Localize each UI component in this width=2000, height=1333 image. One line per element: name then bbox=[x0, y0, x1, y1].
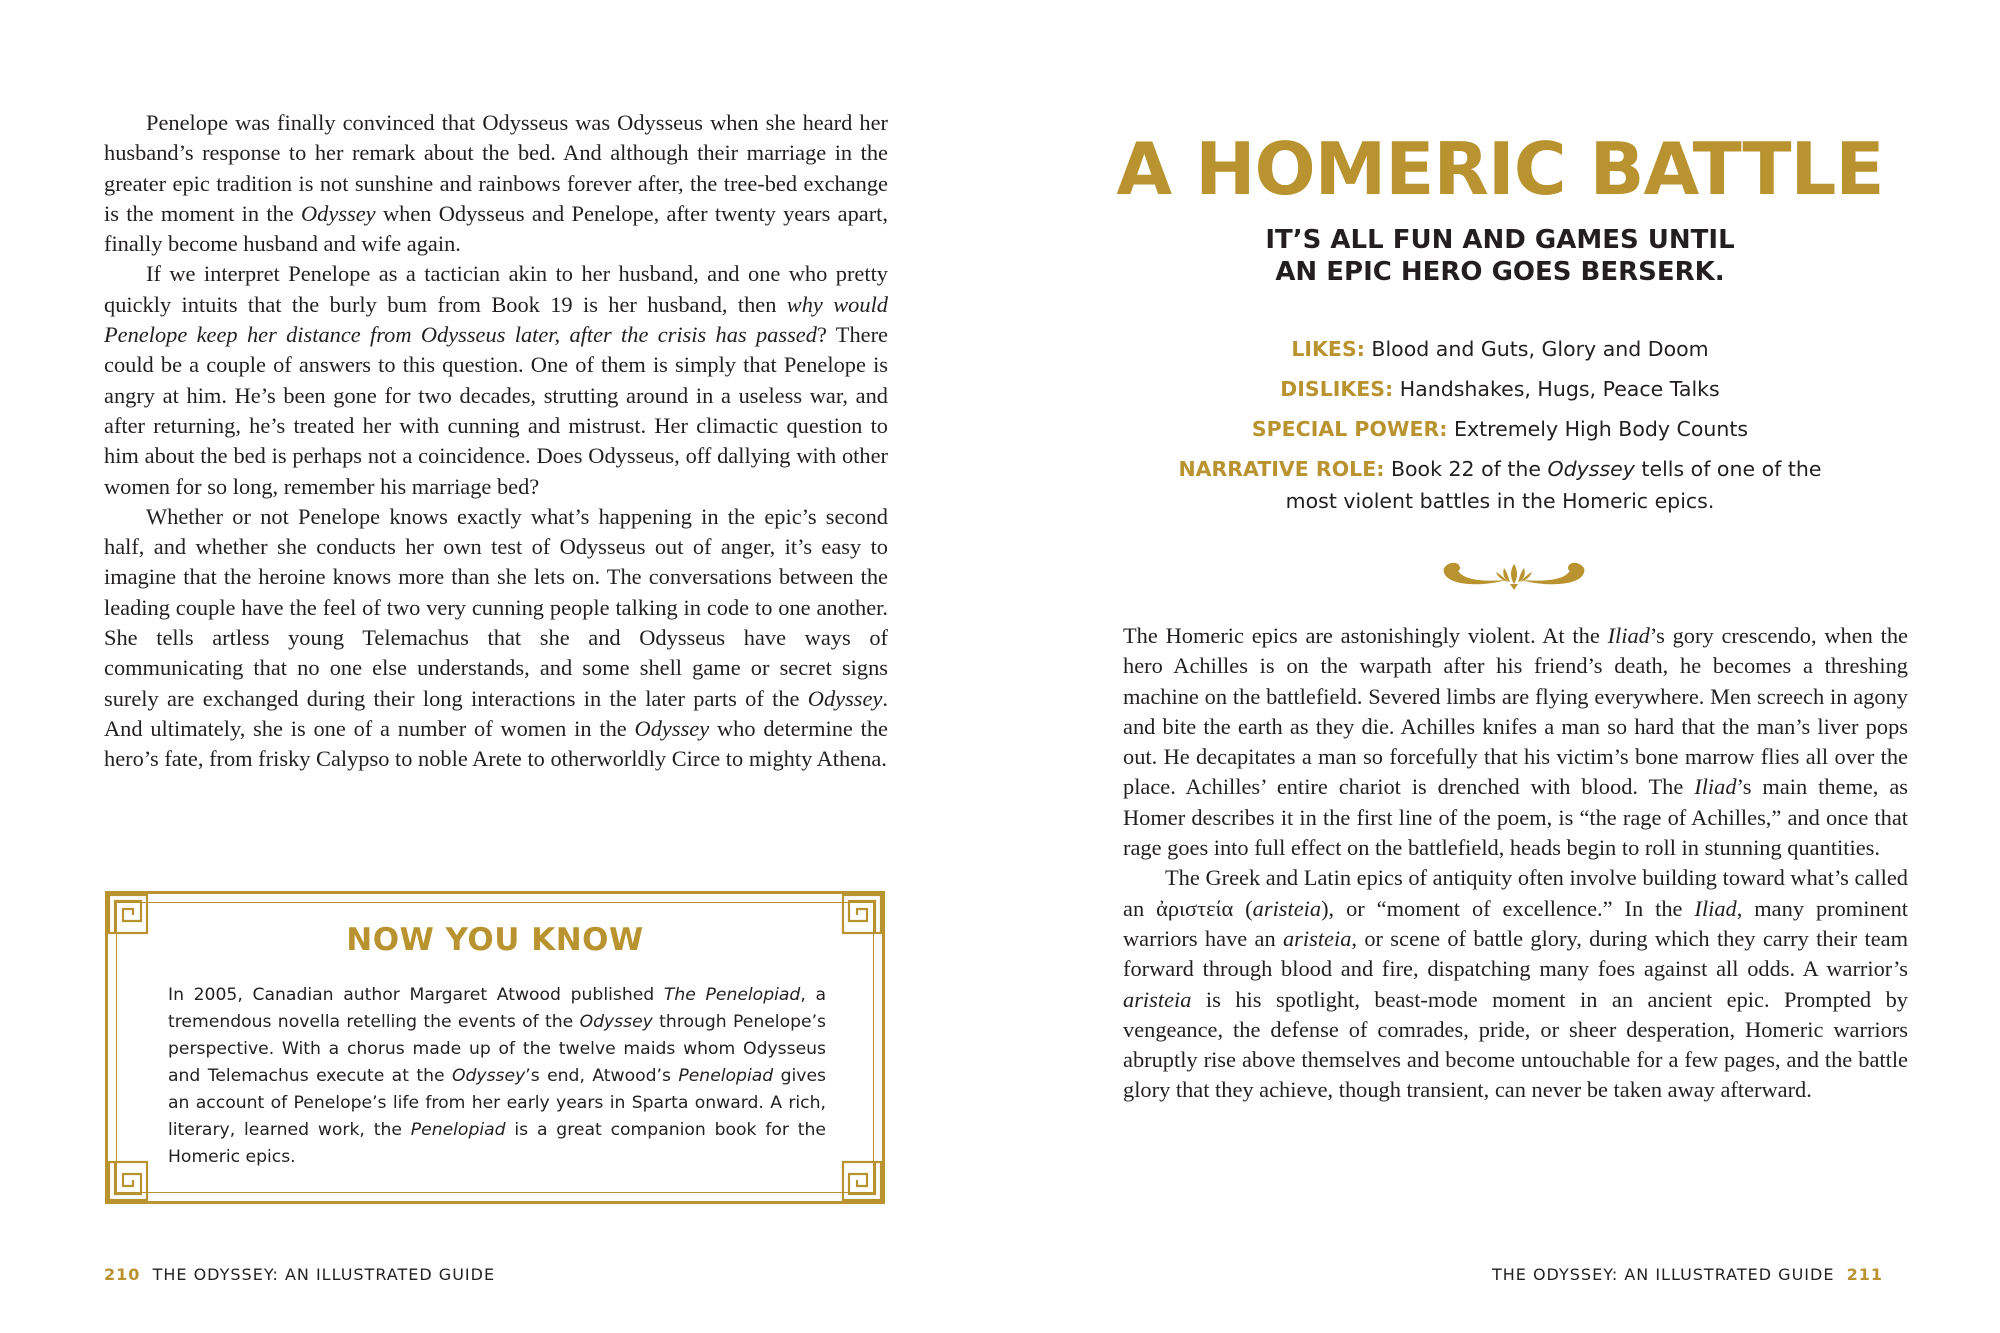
left-paragraph-3: Whether or not Penelope knows exactly what’s happening in the epic’s second half, and whether she conducts her own test of Odysseus out of anger, it’s easy to imagine that the heroine knows more than she lets on. The conversations between the leading couple have the feel of two very cunning people talking in code to one another. She tells artless young Telemachus that she and Odysseus have ways of communicating that no one else understands, and some shell game or secret signs surely are exchanged during their long interactions in the later parts of the Odyssey. And ultimately, she is one of a number of women in the Odyssey who determine the hero’s fate, from frisky Calypso to noble Arete to otherworldly Circe to mighty Athena. bbox=[104, 503, 888, 772]
callout-body: In 2005, Canadian author Margaret Atwood published The Penelopiad, a tremendous novella retelling the events of the Odyssey through Penelope’s perspective. With a chorus made up of the twelve maids whom Odysseus and Telemachus execute at the Odyssey’s end, Atwood’s Penelopiad gives an account of Penelope’s life from her early years in Sparta onward. A rich, literary, learned work, the Penelopiad is a great companion book for the Homeric epics. bbox=[168, 985, 826, 1167]
left-paragraph-2: If we interpret Penelope as a tactician akin to her husband, and one who pretty quickly intuits that the burly bum from Book 19 is her husband, then why would Penelope keep her distance from Odysseus later, after the crisis has passed? There could be a couple of answers to this question. One of them is simply that Penelope is angry at him. He’s been gone for two decades, strutting around in a useless war, and after returning, he’s treated her with cunning and mistrust. Her climactic question to him about the bed is perhaps not a coincidence. Does Odysseus, off dallying with other women for so long, remember his marriage bed? bbox=[104, 261, 888, 499]
now-you-know-callout bbox=[105, 891, 885, 1204]
left-footer bbox=[104, 1265, 495, 1284]
page-number: 210 bbox=[104, 1265, 141, 1284]
left-body-text bbox=[104, 108, 888, 775]
running-head: THE ODYSSEY: AN ILLUSTRATED GUIDE bbox=[1491, 1265, 1835, 1284]
greek-key-corner-icon bbox=[105, 1158, 151, 1204]
trait-likes: LIKES: Blood and Guts, Glory and Doom bbox=[1291, 337, 1709, 361]
right-body-text bbox=[1123, 621, 1908, 1106]
chapter-subtitle: IT’S ALL FUN AND GAMES UNTIL AN EPIC HERO GOES BERSERK. bbox=[1265, 225, 1735, 287]
left-paragraph-1: Penelope was finally convinced that Odysseus was Odysseus when she heard her husband’s response to her remark about the bed. And although their marriage in the greater epic tradition is not sunshine and rainbows forever after, the tree-bed exchange is the moment in the Odyssey when Odysseus and Penelope, after twenty years apart, finally become husband and wife again. bbox=[104, 110, 888, 257]
trait-narrative-role: NARRATIVE ROLE: Book 22 of the Odyssey tells of one of the most violent battles in the Homeric epics. bbox=[1178, 457, 1822, 513]
callout-title: NOW YOU KNOW bbox=[346, 922, 644, 958]
chapter-title: A HOMERIC BATTLE bbox=[1116, 127, 1884, 211]
trait-dislikes: DISLIKES: Handshakes, Hugs, Peace Talks bbox=[1280, 377, 1720, 401]
greek-key-corner-icon bbox=[839, 1158, 885, 1204]
character-traits bbox=[1150, 333, 1850, 525]
right-footer bbox=[1492, 1265, 1883, 1284]
right-paragraph-2: The Greek and Latin epics of antiquity often involve building toward what’s called an ἀριστεία (aristeia), or “moment of excellence.” In the Iliad, many prominent warriors have an aristeia, or scene of battle glory, during which they carry their team forward through blood and fire, dispatching many foes against all odds. A warrior’s aristeia is his spotlight, beast-mode moment in an ancient epic. Prompted by vengeance, the defense of comrades, pride, or sheer desperation, Homeric warriors abruptly rise above themselves and become untouchable for a few pages, and the battle glory that they achieve, though transient, can never be taken away afterward. bbox=[1123, 865, 1908, 1103]
trait-special-power: SPECIAL POWER: Extremely High Body Counts bbox=[1251, 417, 1749, 441]
right-page bbox=[1000, 0, 2000, 1333]
scroll-ornament-icon bbox=[1440, 554, 1588, 590]
running-head: THE ODYSSEY: AN ILLUSTRATED GUIDE bbox=[152, 1265, 496, 1284]
right-paragraph-1: The Homeric epics are astonishingly violent. At the Iliad’s gory crescendo, when the hero Achilles is on the warpath after his friend’s death, he becomes a threshing machine on the battlefield. Severed limbs are flying everywhere. Men screech in agony and bite the earth as they die. Achilles knifes a man so hard that the man’s liver pops out. He decapitates a man so forcefully that his victim’s bone marrow flies all over the place. Achilles’ entire chariot is drenched with blood. The Iliad’s main theme, as Homer describes it in the first line of the poem, is “the rage of Achilles,” and once that rage goes into full effect on the battlefield, heads begin to roll in stunning quantities. bbox=[1123, 623, 1908, 861]
page-number: 211 bbox=[1846, 1265, 1883, 1284]
